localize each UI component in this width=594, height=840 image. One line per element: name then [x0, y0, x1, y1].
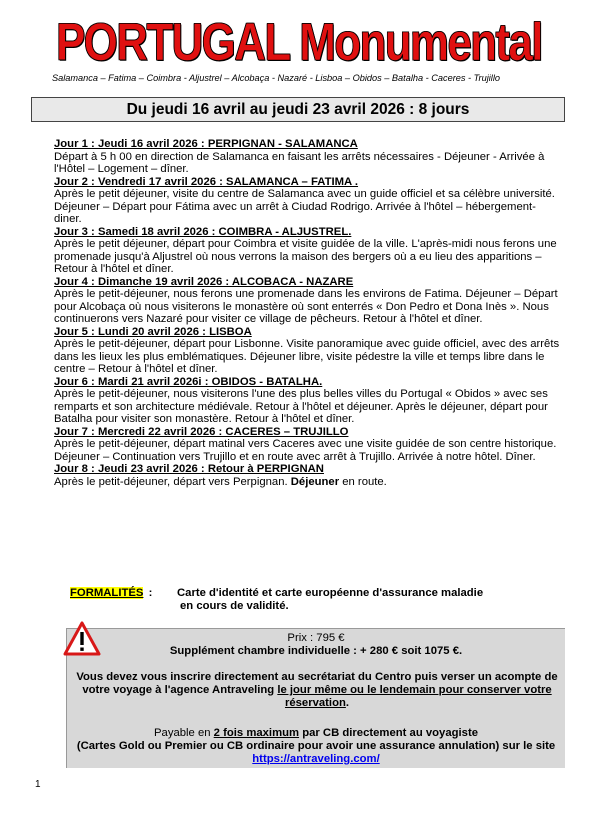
payment-part: (Cartes Gold ou Premier ou CB ordinaire pour avoir une assurance annulation) sur le site: [76, 740, 556, 752]
day-title: Jour 4 : Dimanche 19 avril 2026 : ALCOBACA - NAZARE: [54, 275, 354, 288]
formalites-text: [177, 587, 537, 613]
day-title: Jour 8 : Jeudi 23 avril 2026 : Retour à PERPIGNAN: [54, 463, 324, 475]
day-description: [54, 476, 560, 489]
day-description: Après le petit-déjeuner, départ matinal vers Caceres avec une visite guidée de son centre historique. Déjeuner – Continuation vers Trujillo et en route avec arrêt à Trujillo. Arrivée à notre hôtel. Dîner.: [54, 438, 557, 463]
day-8: [54, 463, 560, 488]
page-number: 1: [35, 779, 41, 790]
supplement-line: Supplément chambre individuelle : + 280 € soit 1075 €.: [169, 645, 463, 657]
lunch-word: Déjeuner: [290, 475, 340, 488]
formalites-line: en cours de validité.: [180, 600, 289, 612]
day-3: [54, 226, 560, 276]
inscription-part: Vous devez vous inscrire directement au secrétariat du Centro puis verser un acompte de votre voyage à l'agence Antraveling: [76, 671, 558, 696]
day-description: Départ à 5 h 00 en direction de Salamanca en faisant les arrêts nécessaires - Déjeuner - Arrivée à l'Hôtel – Logement – dîner.: [54, 150, 545, 175]
payment-part: par CB directement au voyagiste: [299, 727, 478, 739]
payment-part: Payable en: [154, 727, 214, 739]
pricing-box: [66, 628, 565, 768]
payment-limit: 2 fois maximum: [213, 727, 300, 739]
day-1: [54, 138, 560, 176]
formalites-heading: [70, 587, 152, 599]
day-title: Jour 2 : Vendredi 17 avril 2026 : SALAMANCA – FATIMA .: [54, 175, 359, 188]
inscription-part: .: [345, 697, 350, 709]
day-4: [54, 276, 560, 326]
day-title: Jour 5 : Lundi 20 avril 2026 : LISBOA: [54, 325, 252, 338]
warning-icon: [63, 621, 101, 656]
day-description: Après le petit-déjeuner, nous visiterons l'une des plus belles villes du Portugal « Obidos » avec ses remparts et son architecture médiévale. Retour à l'hôtel et déjeuner. Après le déjeuner, départ pour Batalha pour visiter son monastère. Retour à l'hôtel et dîner.: [54, 388, 548, 425]
day-program: [54, 138, 560, 488]
inscription-deadline: le jour même ou le lendemain pour conserver votre réservation: [277, 684, 552, 709]
formalites-label: FORMALITÉS: [70, 587, 144, 599]
day-title: Jour 3 : Samedi 18 avril 2026 : COIMBRA - ALJUSTREL.: [54, 225, 352, 238]
formalites-line: Carte d'identité et carte européenne d'assurance maladie: [177, 587, 484, 599]
document-title: PORTUGAL Monumental: [56, 13, 542, 72]
day-6: [54, 376, 560, 426]
day-description: Après le petit déjeuner, visite du centre de Salamanca avec un guide officiel et sa célèbre université. Déjeuner – Départ pour Fátima avec un arrêt à Ciudad Rodrigo. Arrivée à l'hôtel – hébergement- diner.: [54, 188, 555, 225]
dates-banner: Du jeudi 16 avril au jeudi 23 avril 2026 : 8 jours: [31, 97, 565, 122]
price-line: Prix : 795 €: [287, 632, 345, 644]
day-description: Après le petit-déjeuner, nous ferons une promenade dans les environs de Fatima. Déjeuner – Départ pour Alcobaça où nous visiterons le monastère où sont enterrés « Don Pedro et Dona Inès ». Nous continuerons vers Nazaré pour visiter ce village de pêcheurs. Retour à l'hôtel et dîner.: [54, 288, 558, 325]
day-7: [54, 426, 560, 464]
day-title: Jour 7 : Mercredi 22 avril 2026 : CACERES – TRUJILLO: [54, 425, 349, 438]
day-5: [54, 326, 560, 376]
day-description: Après le petit-déjeuner, départ pour Lisbonne. Visite panoramique avec guide officiel, avec des arrêts dans les lieux les plus emblématiques. Déjeuner libre, visite pédestre la ville et temps libre dans le centre – Retour à l'hôtel et dîner.: [54, 338, 560, 375]
day-description-text: Après le petit-déjeuner, départ vers Perpignan.: [54, 475, 291, 488]
itinerary-subtitle: Salamanca – Fatima – Coimbra - Aljustrel – Alcobaça - Nazaré - Lisboa – Obidos – Batalha - Caceres - Trujillo: [52, 73, 500, 83]
payment-text: [71, 727, 561, 766]
day-description-text: en route.: [339, 475, 387, 488]
inscription-text: [75, 671, 559, 710]
day-description: Après le petit déjeuner, départ pour Coimbra et visite guidée de la ville. L'après-midi nous ferons une promenade jusqu'à Aljustrel où nous verrons la maison des bergers où a eu lieu des apparitions – Retour à l'hôtel et dîner.: [54, 238, 557, 275]
formalites-colon: :: [148, 587, 153, 599]
day-title: Jour 6 : Mardi 21 avril 2026i : OBIDOS - BATALHA.: [54, 375, 323, 388]
day-title: Jour 1 : Jeudi 16 avril 2026 : PERPIGNAN - SALAMANCA: [54, 138, 358, 150]
day-2: [54, 176, 560, 226]
antraveling-link[interactable]: https://antraveling.com/: [252, 753, 380, 765]
